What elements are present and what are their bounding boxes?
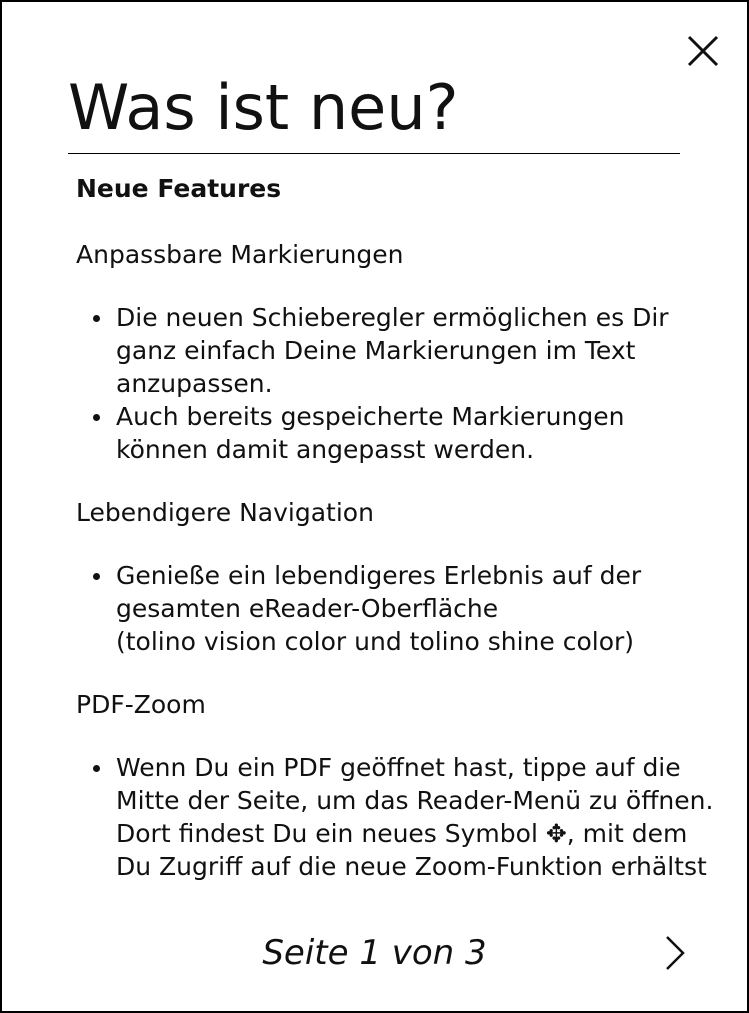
dialog-title: Was ist neu?	[68, 71, 459, 144]
feature-title-markierungen: Anpassbare Markierungen	[76, 240, 404, 269]
next-page-button[interactable]	[657, 933, 693, 973]
bullet-line: ganz einfach Deine Markierungen im Text	[116, 336, 636, 365]
bullet-line: Wenn Du ein PDF geöffnet hast, tippe auf die	[116, 753, 681, 782]
bullet-line: können damit angepasst werden.	[116, 435, 535, 464]
bullet-item	[116, 301, 686, 400]
bullet-item	[116, 559, 686, 658]
close-icon	[684, 32, 722, 70]
feature-title-pdf-zoom: PDF-Zoom	[76, 690, 206, 719]
bullet-item	[116, 400, 686, 466]
release-notes-content	[76, 170, 714, 913]
section-heading: Neue Features	[76, 174, 282, 203]
feature-bullets-markierungen	[76, 301, 686, 466]
feature-bullets-pdf-zoom	[76, 751, 714, 883]
bullet-line: gesamten eReader-Oberfläche	[116, 594, 499, 623]
bullet-line: anzupassen.	[116, 369, 273, 398]
bullet-line: Du Zugriff auf die neue Zoom-Funktion erhältst	[116, 852, 707, 881]
close-button[interactable]	[684, 32, 722, 70]
page-indicator: Seite 1 von 3	[262, 933, 487, 973]
bullet-item	[116, 751, 714, 883]
bullet-line: Die neuen Schieberegler ermöglichen es Dir	[116, 303, 669, 332]
chevron-right-icon	[657, 933, 693, 973]
feature-bullets-navigation	[76, 559, 686, 658]
feature-title-navigation: Lebendigere Navigation	[76, 498, 374, 527]
bullet-line: Dort findest Du ein neues Symbol ✥, mit dem	[116, 819, 688, 848]
bullet-line: (tolino vision color und tolino shine color)	[116, 627, 635, 656]
bullet-line: Mitte der Seite, um das Reader-Menü zu öffnen.	[116, 786, 714, 815]
pagination-footer	[2, 927, 747, 977]
bullet-line: Genieße ein lebendigeres Erlebnis auf der	[116, 561, 642, 590]
bullet-line: Auch bereits gespeicherte Markierungen	[116, 402, 625, 431]
title-divider	[68, 153, 680, 154]
